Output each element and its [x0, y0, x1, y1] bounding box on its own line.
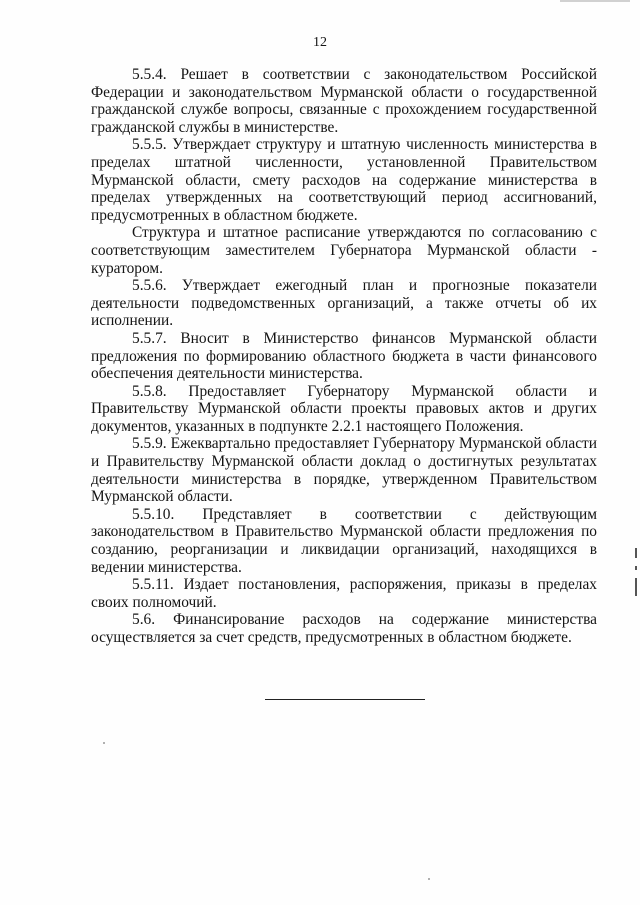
- paragraph-5-5-4: 5.5.4. Решает в соответствии с законодательством Российской Федерации и законодательством Мурманской области о государственной гражданской службе вопросы, связанные с прохождением государственной гражданской службы в министерстве.: [91, 66, 597, 136]
- scan-speck: [428, 878, 430, 880]
- scan-edge-mark: [635, 548, 637, 558]
- paragraph-5-5-6: 5.5.6. Утверждает ежегодный план и прогнозные показатели деятельности подведомственных организаций, а также отчеты об их исполнении.: [91, 277, 597, 330]
- scan-edge-mark: [635, 578, 637, 596]
- paragraph-5-5-8: 5.5.8. Предоставляет Губернатору Мурманской области и Правительству Мурманской области проекты правовых актов и других документов, указанных в подпункте 2.2.1 настоящего Положения.: [91, 382, 597, 435]
- paragraph-5-6: 5.6. Финансирование расходов на содержание министерства осуществляется за счет средств, предусмотренных в областном бюджете.: [91, 611, 597, 646]
- paragraph-5-5-9: 5.5.9. Ежеквартально предоставляет Губернатору Мурманской области и Правительству Мурманской области доклад о достигнутых результатах деятельности министерства в порядке, утвержденном Правительством Мурманской области.: [91, 435, 597, 506]
- paragraph-5-5-7: 5.5.7. Вносит в Министерство финансов Мурманской области предложения по формированию областного бюджета в части финансового обеспечения деятельности министерства.: [91, 329, 597, 383]
- page-number: 12: [313, 35, 327, 50]
- scan-edge-mark: [635, 566, 637, 570]
- end-divider-line: [265, 699, 425, 700]
- paragraph-structure: Структура и штатное расписание утверждаются по согласованию с соответствующим заместителем Губернатора Мурманской области - куратором.: [91, 224, 597, 277]
- scan-speck: [103, 742, 105, 744]
- paragraph-5-5-5: 5.5.5. Утверждает структуру и штатную численность министерства в пределах штатной численности, установленной Правительством Мурманской области, смету расходов на содержание министерства в пределах утвержденных на соответствующий период ассигнований, предусмотренных в областном бюджете.: [91, 136, 597, 224]
- paragraph-5-5-11: 5.5.11. Издает постановления, распоряжения, приказы в пределах своих полномочий.: [91, 576, 597, 611]
- scan-corner-mark: [560, 0, 630, 5]
- document-body: [91, 66, 597, 647]
- paragraph-5-5-10: 5.5.10. Представляет в соответствии с действующим законодательством в Правительство Мурманской области предложения по созданию, реорганизации и ликвидации организаций, находящихся в ведении министерства.: [91, 505, 597, 576]
